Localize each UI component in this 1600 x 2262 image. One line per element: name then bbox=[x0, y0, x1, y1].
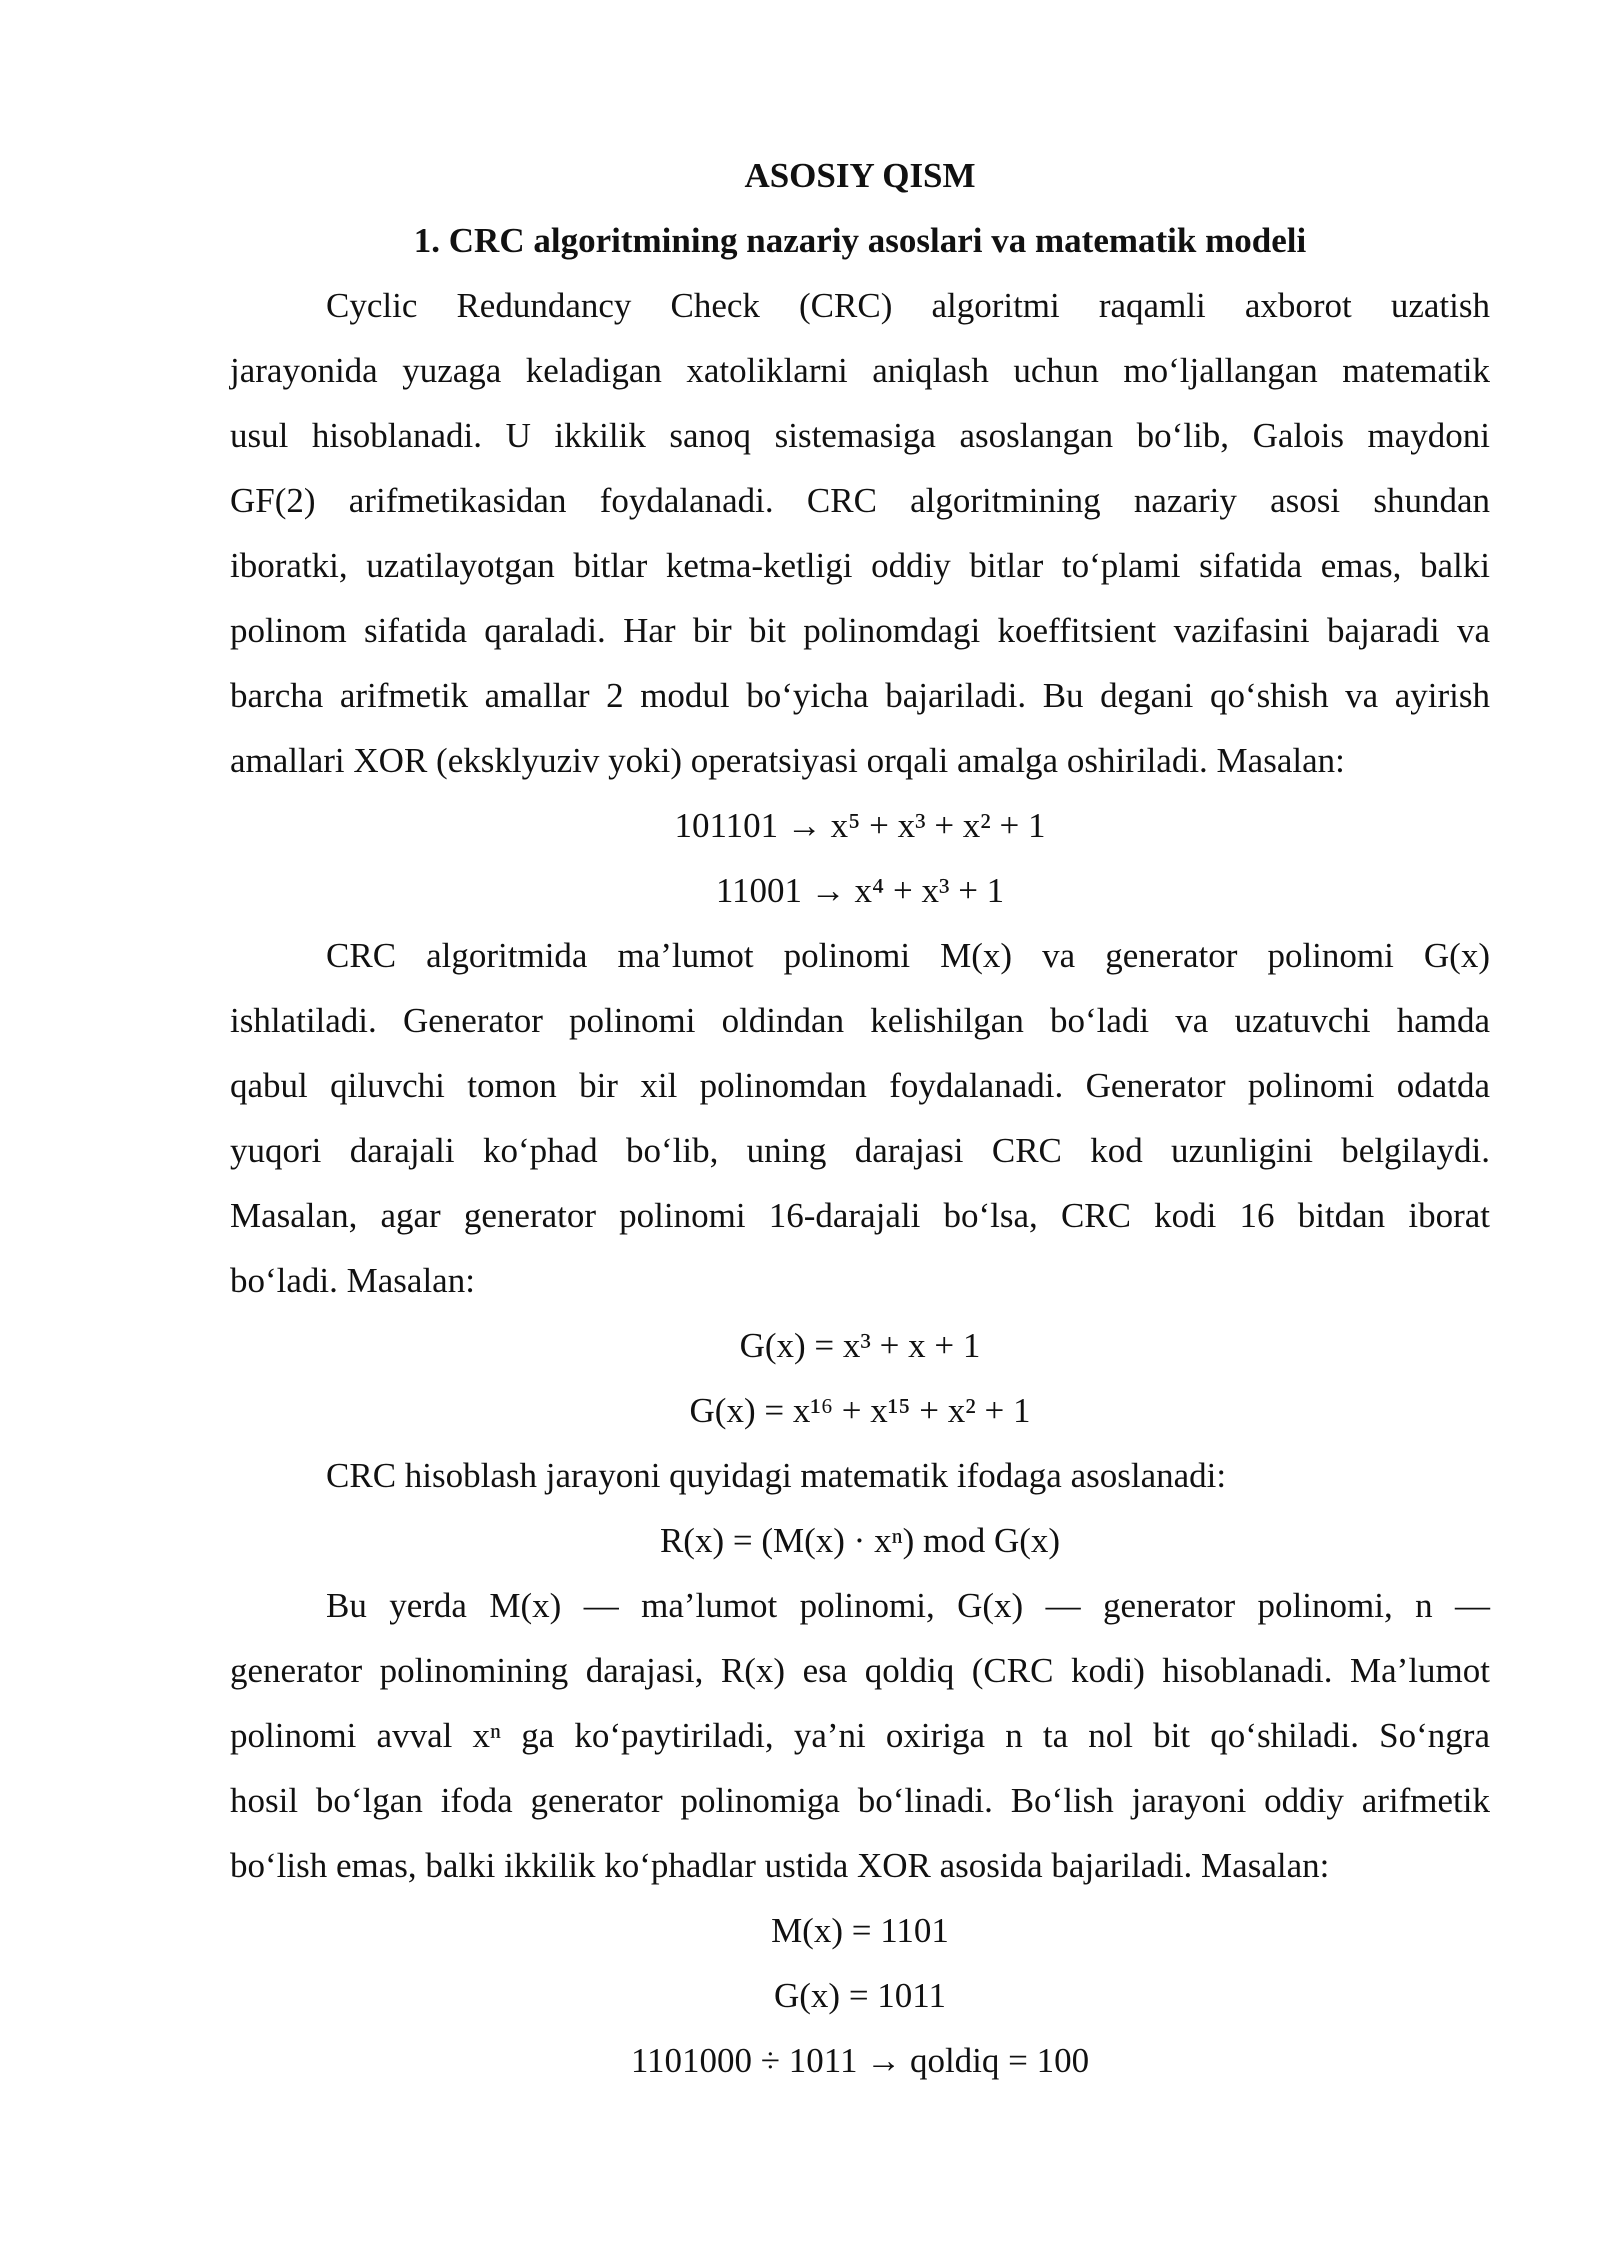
equation-line: G(x) = x³ + x + 1 bbox=[739, 1326, 981, 1365]
paragraph-line: GF(2) arifmetikasidan foydalanadi. CRC algoritmining nazariy asosi shundan bbox=[230, 481, 1490, 520]
equation-line: 1101000 ÷ 1011 → qoldiq = 100 bbox=[630, 2041, 1090, 2080]
equation-line: G(x) = x¹⁶ + x¹⁵ + x² + 1 bbox=[689, 1391, 1031, 1430]
paragraph-line: amallari XOR (eksklyuziv yoki) operatsiyasi orqali amalga oshiriladi. Masalan: bbox=[230, 741, 1345, 780]
equation-line: 101101 → x⁵ + x³ + x² + 1 bbox=[674, 806, 1046, 845]
paragraph-line: yuqori darajali ko‘phad bo‘lib, uning darajasi CRC kod uzunligini belgilaydi. bbox=[230, 1131, 1490, 1170]
main-heading: ASOSIY QISM bbox=[744, 156, 976, 195]
paragraph-line: polinom sifatida qaraladi. Har bir bit polinomdagi koeffitsient vazifasini bajaradi va bbox=[230, 611, 1490, 650]
formula-line: R(x) = (M(x) · xⁿ) mod G(x) bbox=[659, 1521, 1061, 1560]
paragraph-line: bo‘ladi. Masalan: bbox=[230, 1261, 475, 1300]
equation-line: M(x) = 1101 bbox=[771, 1911, 949, 1950]
paragraph-line: hosil bo‘lgan ifoda generator polinomiga bo‘linadi. Bo‘lish jarayoni oddiy arifmetik bbox=[230, 1781, 1490, 1820]
section-heading: 1. CRC algoritmining nazariy asoslari va matematik modeli bbox=[413, 221, 1307, 260]
paragraph-line: generator polinomining darajasi, R(x) esa qoldiq (CRC kodi) hisoblanadi. Ma’lumot bbox=[230, 1651, 1490, 1690]
paragraph-line: Bu yerda M(x) — ma’lumot polinomi, G(x) — generator polinomi, n — bbox=[326, 1586, 1490, 1625]
paragraph-line: usul hisoblanadi. U ikkilik sanoq sistemasiga asoslangan bo‘lib, Galois maydoni bbox=[230, 416, 1490, 455]
paragraph-line: bo‘lish emas, balki ikkilik ko‘phadlar ustida XOR asosida bajariladi. Masalan: bbox=[230, 1846, 1330, 1885]
paragraph-line: CRC algoritmida ma’lumot polinomi M(x) va generator polinomi G(x) bbox=[326, 936, 1490, 975]
paragraph-line: Masalan, agar generator polinomi 16-darajali bo‘lsa, CRC kodi 16 bitdan iborat bbox=[230, 1196, 1490, 1235]
paragraph-line: ishlatiladi. Generator polinomi oldindan kelishilgan bo‘ladi va uzatuvchi hamda bbox=[230, 1001, 1490, 1040]
paragraph-line: Cyclic Redundancy Check (CRC) algoritmi raqamli axborot uzatish bbox=[326, 286, 1490, 325]
equation-line: G(x) = 1011 bbox=[773, 1976, 947, 2015]
paragraph-line: barcha arifmetik amallar 2 modul bo‘yicha bajariladi. Bu degani qo‘shish va ayirish bbox=[230, 676, 1490, 715]
paragraph-line: CRC hisoblash jarayoni quyidagi matematik ifodaga asoslanadi: bbox=[326, 1456, 1227, 1495]
paragraph-line: iboratki, uzatilayotgan bitlar ketma-ketligi oddiy bitlar to‘plami sifatida emas, balki bbox=[230, 546, 1490, 585]
paragraph-line: polinomi avval xⁿ ga ko‘paytiriladi, ya’ni oxiriga n ta nol bit qo‘shiladi. So‘ngra bbox=[230, 1716, 1490, 1755]
paragraph-line: jarayonida yuzaga keladigan xatoliklarni aniqlash uchun mo‘ljallangan matematik bbox=[230, 351, 1490, 390]
equation-line: 11001 → x⁴ + x³ + 1 bbox=[715, 871, 1005, 910]
paragraph-line: qabul qiluvchi tomon bir xil polinomdan foydalanadi. Generator polinomi odatda bbox=[230, 1066, 1490, 1105]
